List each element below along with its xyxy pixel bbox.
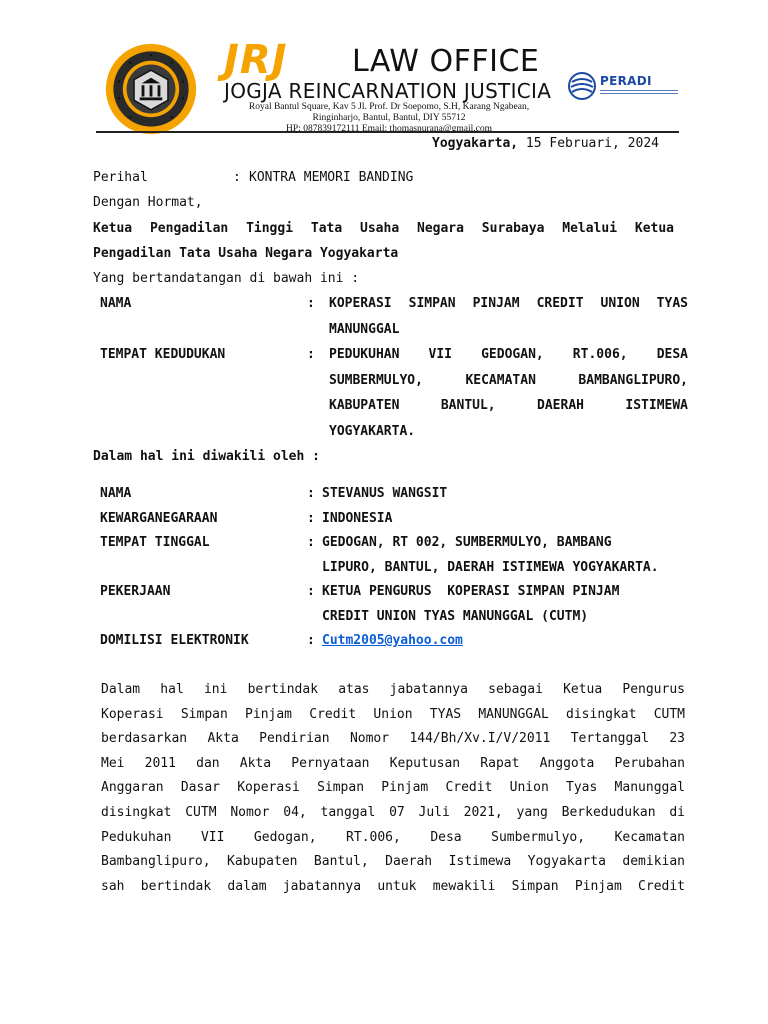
perihal-label: Perihal [93,170,148,185]
rep-tinggal-2: LIPURO, BANTUL, DAERAH ISTIMEWA YOGYAKARTA. [322,560,659,575]
brand-mark: JRJ [224,37,288,83]
letterhead-divider [96,131,679,133]
party-nama-value-2: MANUNGGAL [329,322,400,337]
paragraph-line: berdasarkan Akta Pendirian Nomor 144/Bh/Xv.I/V/2011 Tertanggal 23 [101,731,685,747]
rep-tinggal-1: GEDOGAN, RT 002, SUMBERMULYO, BAMBANG [322,535,612,550]
address-line-2: Ringinharjo, Bantul, Bantul, DIY 55712 [312,113,466,123]
rep-domisili-colon: : [307,633,315,648]
peradi-subline [600,90,678,94]
party-kedudukan-label: TEMPAT KEDUDUKAN [100,347,226,362]
party-kedudukan-1: PEDUKUHAN VII GEDOGAN, RT.006, DESA [329,347,688,362]
contact-line: HP: 087839172111 Email: thomasnurana@gmail.com [286,124,492,134]
paragraph-line: disingkat CUTM Nomor 04, tanggal 07 Juli 2021, yang Berkedudukan di [101,805,685,820]
paragraph-line: Mei 2011 dan Akta Pernyataan Keputusan Rapat Anggota Perubahan [101,755,685,771]
rep-tinggal-colon: : [307,535,315,550]
paragraph-line: Anggaran Dasar Koperasi Simpan Pinjam Credit Union Tyas Manunggal [101,780,685,796]
peradi-logo [568,72,680,102]
paragraph-line: Bambanglipuro, Kabupaten Bantul, Daerah Istimewa Yogyakarta demikian [101,854,685,870]
rep-kerja-1: KETUA PENGURUS KOPERASI SIMPAN PINJAM [322,584,620,599]
rep-warga-value: INDONESIA [322,511,393,526]
paragraph-line: sah bertindak dalam jabatannya untuk mewakili Simpan Pinjam Credit [101,878,685,894]
rep-domisili-label: DOMILISI ELEKTRONIK [100,633,249,648]
party-kedudukan-2: SUMBERMULYO, KECAMATAN BAMBANGLIPURO, [329,373,688,388]
office-tagline: JOGJA REINCARNATION JUSTICIA [224,79,552,103]
party-nama-value-1: KOPERASI SIMPAN PINJAM CREDIT UNION TYAS [329,296,688,311]
address-line-1: Royal Bantul Square, Kav 5 Jl. Prof. Dr Soepomo, S.H, Karang Ngabean, [248,102,530,112]
party-kedudukan-4: YOGYAKARTA. [329,424,416,439]
peradi-label: PERADI [600,74,652,88]
rep-nama-label: NAMA [100,486,132,501]
addressee-line-1: Ketua Pengadilan Tinggi Tata Usaha Negara Surabaya Melalui Ketua [93,221,674,236]
brand-block [224,37,554,135]
rep-tinggal-label: TEMPAT TINGGAL [100,535,210,550]
party-nama-colon: : [307,296,315,311]
greeting: Dengan Hormat, [93,195,203,210]
paragraph-line: Pedukuhan VII Gedogan, RT.006, Desa Sumbermulyo, Kecamatan [101,829,685,845]
peradi-globe-icon [568,72,596,100]
party-kedudukan-colon: : [307,347,315,362]
letter-date: Yogyakarta, 15 Februari, 2024 [432,136,659,151]
rep-kerja-label: PEKERJAAN [100,584,171,599]
represented-line: Dalam hal ini diwakili oleh : [93,449,320,464]
paragraph-line: Koperasi Simpan Pinjam Credit Union TYAS MANUNGGAL disingkat CUTM [101,706,685,722]
rep-kerja-colon: : [307,584,315,599]
law-office-seal-logo [104,42,198,136]
rep-nama-value: STEVANUS WANGSIT [322,486,448,501]
rep-warga-colon: : [307,511,315,526]
rep-kerja-2: CREDIT UNION TYAS MANUNGGAL (CUTM) [322,609,589,624]
party-nama-label: NAMA [100,296,132,311]
intro-line: Yang bertandatangan di bawah ini : [93,271,360,286]
rep-warga-label: KEWARGANEGARAAN [100,511,218,526]
letterhead [0,0,768,135]
perihal-colon: : [233,170,241,185]
party-kedudukan-3: KABUPATEN BANTUL, DAERAH ISTIMEWA [329,398,688,413]
paragraph-line: Dalam hal ini bertindak atas jabatannya sebagai Ketua Pengurus [101,682,685,697]
perihal-value: KONTRA MEMORI BANDING [249,170,414,185]
addressee-line-2: Pengadilan Tata Usaha Negara Yogyakarta [93,246,399,261]
office-name: LAW OFFICE [352,44,540,79]
email-link[interactable]: Cutm2005@yahoo.com [322,633,463,648]
rep-nama-colon: : [307,486,315,501]
